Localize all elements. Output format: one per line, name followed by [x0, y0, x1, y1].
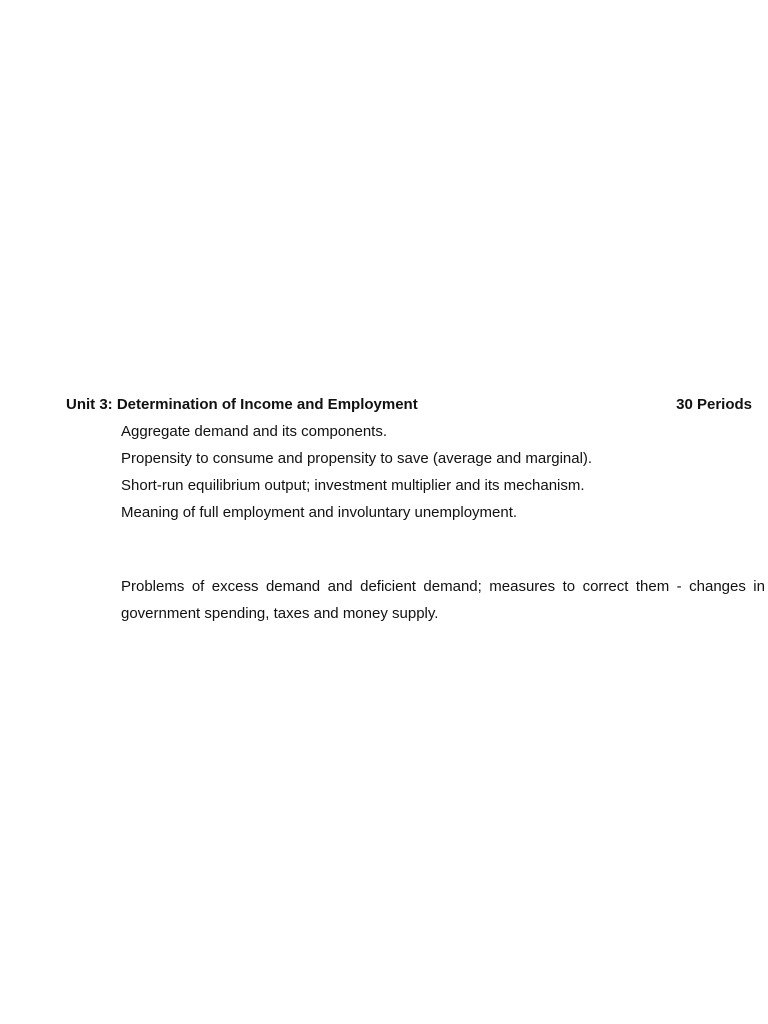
topic-item: Meaning of full employment and involuntary unemployment.	[121, 504, 518, 521]
unit-heading	[66, 395, 752, 415]
topic-item: Propensity to consume and propensity to save (average and marginal).	[121, 450, 593, 467]
topic-item: Short-run equilibrium output; investment multiplier and its mechanism.	[121, 477, 585, 494]
problems-paragraph: Problems of excess demand and deficient demand; measures to correct them - changes in government spending, taxes and money supply.	[121, 578, 765, 622]
topic-item: Aggregate demand and its components.	[121, 423, 388, 440]
unit-periods: 30 Periods	[676, 396, 752, 413]
topic-list	[121, 422, 761, 530]
unit-title: Unit 3: Determination of Income and Employment	[66, 396, 418, 413]
